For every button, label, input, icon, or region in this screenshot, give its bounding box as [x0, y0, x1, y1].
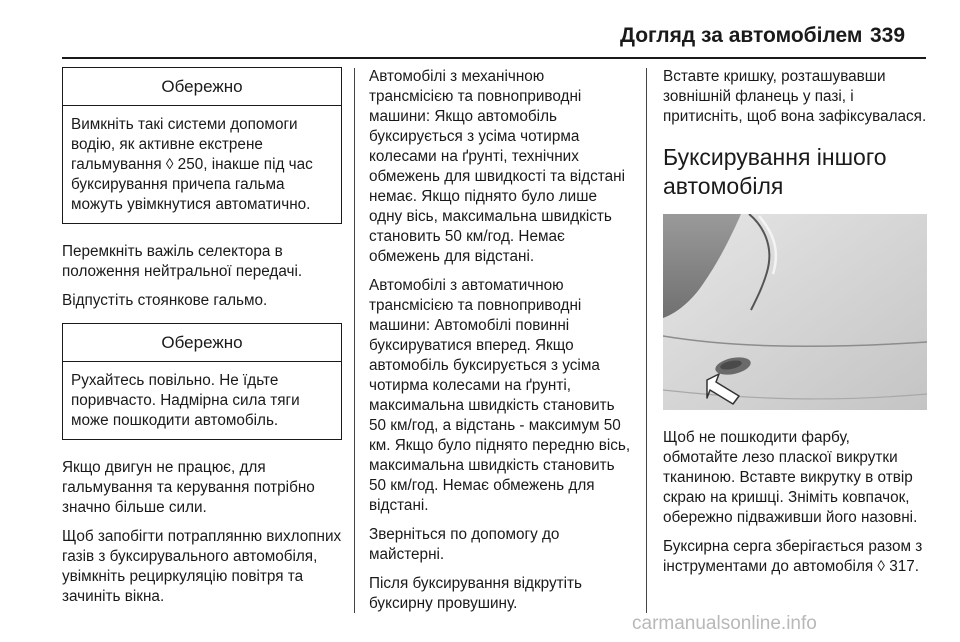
column-1 — [62, 67, 342, 616]
header-rule — [62, 57, 926, 59]
column-3 — [663, 67, 927, 586]
paragraph-parking-brake: Відпустіть стоянкове гальмо. — [62, 292, 268, 309]
page-number: 339 — [870, 24, 906, 47]
watermark: carmanualsonline.info — [632, 613, 817, 634]
paragraph-workshop: Зверніться по допомогу до майстерні. — [369, 526, 560, 563]
warning-title-2: Обережно — [63, 324, 341, 362]
paragraph-unscrew-eye: Після буксирування відкрутіть буксирну провушину. — [369, 575, 583, 612]
section-heading: Буксирування іншого автомобіля — [663, 144, 887, 199]
paragraph-screwdriver: Щоб не пошкодити фарбу, обмотайте лезо пласкої викрутки тканиною. Вставте викрутку в отвір скраю на кришці. Зніміть ковпачок, обережно підваживши його назовні. — [663, 429, 918, 526]
warning-box-1 — [62, 67, 342, 224]
paragraph-manual-transmission: Автомобілі з механічною трансмісією та повноприводні машини: Якщо автомобіль буксирується з усіма чотирма колесами на ґрунті, технічних обмежень для швидкості та відстані немає. Якщо піднято було лише одну вісь, максимальна швидкість становить 50 км/год. Немає обмежень для відстані. — [369, 68, 625, 265]
warning-title-1: Обережно — [63, 68, 341, 106]
paragraph-automatic-transmission: Автомобілі з автоматичною трансмісією та повноприводні машини: Автомобілі повинні буксируватися вперед. Якщо автомобіль буксирується з усіма чотирма колесами на ґрунті, максимальна швидкість становить 50 км/год, а відстань - максимум 50 км. Якщо було піднято передню вісь, максимальна швидкість становить 50 км/год. Немає обмежень для відстані. — [369, 277, 631, 514]
page-header-title: Догляд за автомобілем — [620, 24, 863, 47]
column-divider-1 — [354, 68, 355, 613]
paragraph-exhaust: Щоб запобігти потраплянню вихлопних газів з буксирувального автомобіля, увімкніть рециркуляцію повітря та зачиніть вікна. — [62, 528, 342, 605]
column-divider-2 — [646, 68, 647, 613]
paragraph-towing-eye-storage: Буксирна серга зберігається разом з інструментами до автомобіля ◊ 317. — [663, 538, 923, 575]
warning-text-2: Рухайтесь повільно. Не їдьте поривчасто. Надмірна сила тяги може пошкодити автомобіль. — [71, 372, 300, 429]
paragraph-engine-off: Якщо двигун не працює, для гальмування та керування потрібно значно більше сили. — [62, 459, 315, 516]
paragraph-insert-cover: Вставте кришку, розташувавши зовнішній фланець у пазі, і притисніть, щоб вона зафіксувалася. — [663, 68, 927, 125]
rear-bumper-towing-eye-figure — [663, 214, 927, 410]
column-2 — [369, 67, 631, 623]
warning-box-2 — [62, 323, 342, 440]
warning-text-1: Вимкніть такі системи допомоги водію, як активне екстрене гальмування ◊ 250, інакше під час буксирування причепа гальма можуть увімкнутися автоматично. — [71, 116, 313, 213]
paragraph-neutral-gear: Перемкніть важіль селектора в положення нейтральної передачі. — [62, 243, 303, 280]
